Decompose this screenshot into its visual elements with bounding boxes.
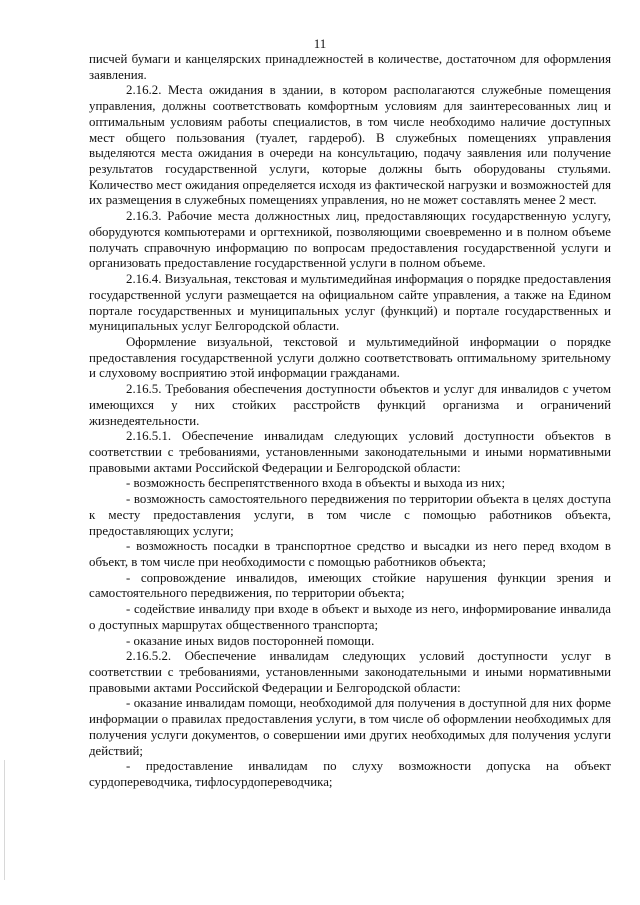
- scan-edge-mark: [4, 760, 5, 880]
- paragraph-2-16-3: 2.16.3. Рабочие места должностных лиц, предоставляющих государственную услугу, оборудуются компьютерами и оргтехникой, позволяющими своевременно и в полном объеме получать справочную информацию по вопросам предоставления государственной услуги и организовать предоставление государственной услуги в полном объеме.: [89, 209, 611, 271]
- list-item-other-help: - оказание иных видов посторонней помощи.: [126, 633, 375, 648]
- document-body: [89, 52, 611, 791]
- list-item-transport: - возможность посадки в транспортное средство и высадки из него перед входом в объект, в том числе при необходимости с помощью работников объекта;: [89, 539, 611, 569]
- paragraph-2-16-5-1: 2.16.5.1. Обеспечение инвалидам следующих условий доступности объектов в соответствии с требованиями, установленными законодательными и иными нормативными правовыми актами Российской Федерации и Белгородской области:: [89, 429, 611, 475]
- list-item-assistance: - содействие инвалиду при входе в объект и выходе из него, информирование инвалида о доступных маршрутах общественного транспорта;: [89, 602, 611, 632]
- paragraph-2-16-2: 2.16.2. Места ожидания в здании, в котором располагаются служебные помещения управления, должны соответствовать комфортным условиям для заинтересованных лиц и оптимальным условиям работы специалистов, в том числе необходимо наличие доступных мест общего пользования (туалет, гардероб). В служебных помещениях управления выделяются места ожидания в очереди на консультацию, подачу заявления или получение результатов государственной услуги, которые должны быть оборудованы стульями. Количество мест ожидания определяется исходя из фактической нагрузки и возможностей для их размещения в служебных помещениях управления, но не может составлять менее 2 мест.: [89, 83, 611, 208]
- list-item-sign-interpreter: - предоставление инвалидам по слуху возможности допуска на объект сурдопереводчика, тифлосурдопереводчика;: [89, 759, 611, 790]
- list-item-entrance: - возможность беспрепятственного входа в объекты и выхода из них;: [126, 476, 506, 491]
- paragraph-continuation: писчей бумаги и канцелярских принадлежностей в количестве, достаточном для оформления заявления.: [89, 52, 611, 82]
- paragraph-2-16-4: 2.16.4. Визуальная, текстовая и мультимедийная информация о порядке предоставления государственной услуги размещается на официальном сайте управления, а также на Едином портале государственных и муниципальных услуг (функций) и портале государственных и муниципальных услуг Белгородской области.: [89, 272, 611, 334]
- list-item-information-help: - оказание инвалидам помощи, необходимой для получения в доступной для них форме информации о правилах предоставления услуги, в том числе об оформлении необходимых для получения услуги документов, о совершении ими других необходимых для получения услуги действий;: [89, 696, 611, 758]
- paragraph-2-16-5: 2.16.5. Требования обеспечения доступности объектов и услуг для инвалидов с учетом имеющихся у них стойких расстройств функций организма и ограничений жизнедеятельности.: [89, 382, 611, 428]
- page-number: 11: [313, 36, 327, 51]
- paragraph-2-16-5-2: 2.16.5.2. Обеспечение инвалидам следующих условий доступности услуг в соответствии с требованиями, установленными законодательными и иными нормативными правовыми актами Российской Федерации и Белгородской области:: [89, 649, 611, 695]
- paragraph-visual-info: Оформление визуальной, текстовой и мультимедийной информации о порядке предоставления государственной услуги должно соответствовать оптимальному зрительному и слуховому восприятию этой информации гражданами.: [89, 334, 611, 381]
- list-item-escort: - сопровождение инвалидов, имеющих стойкие нарушения функции зрения и самостоятельного передвижения, по территории объекта;: [89, 570, 611, 601]
- list-item-movement: - возможность самостоятельного передвижения по территории объекта в целях доступа к месту предоставления услуги, в том числе с помощью работников объекта, предоставляющих услуги;: [89, 492, 611, 538]
